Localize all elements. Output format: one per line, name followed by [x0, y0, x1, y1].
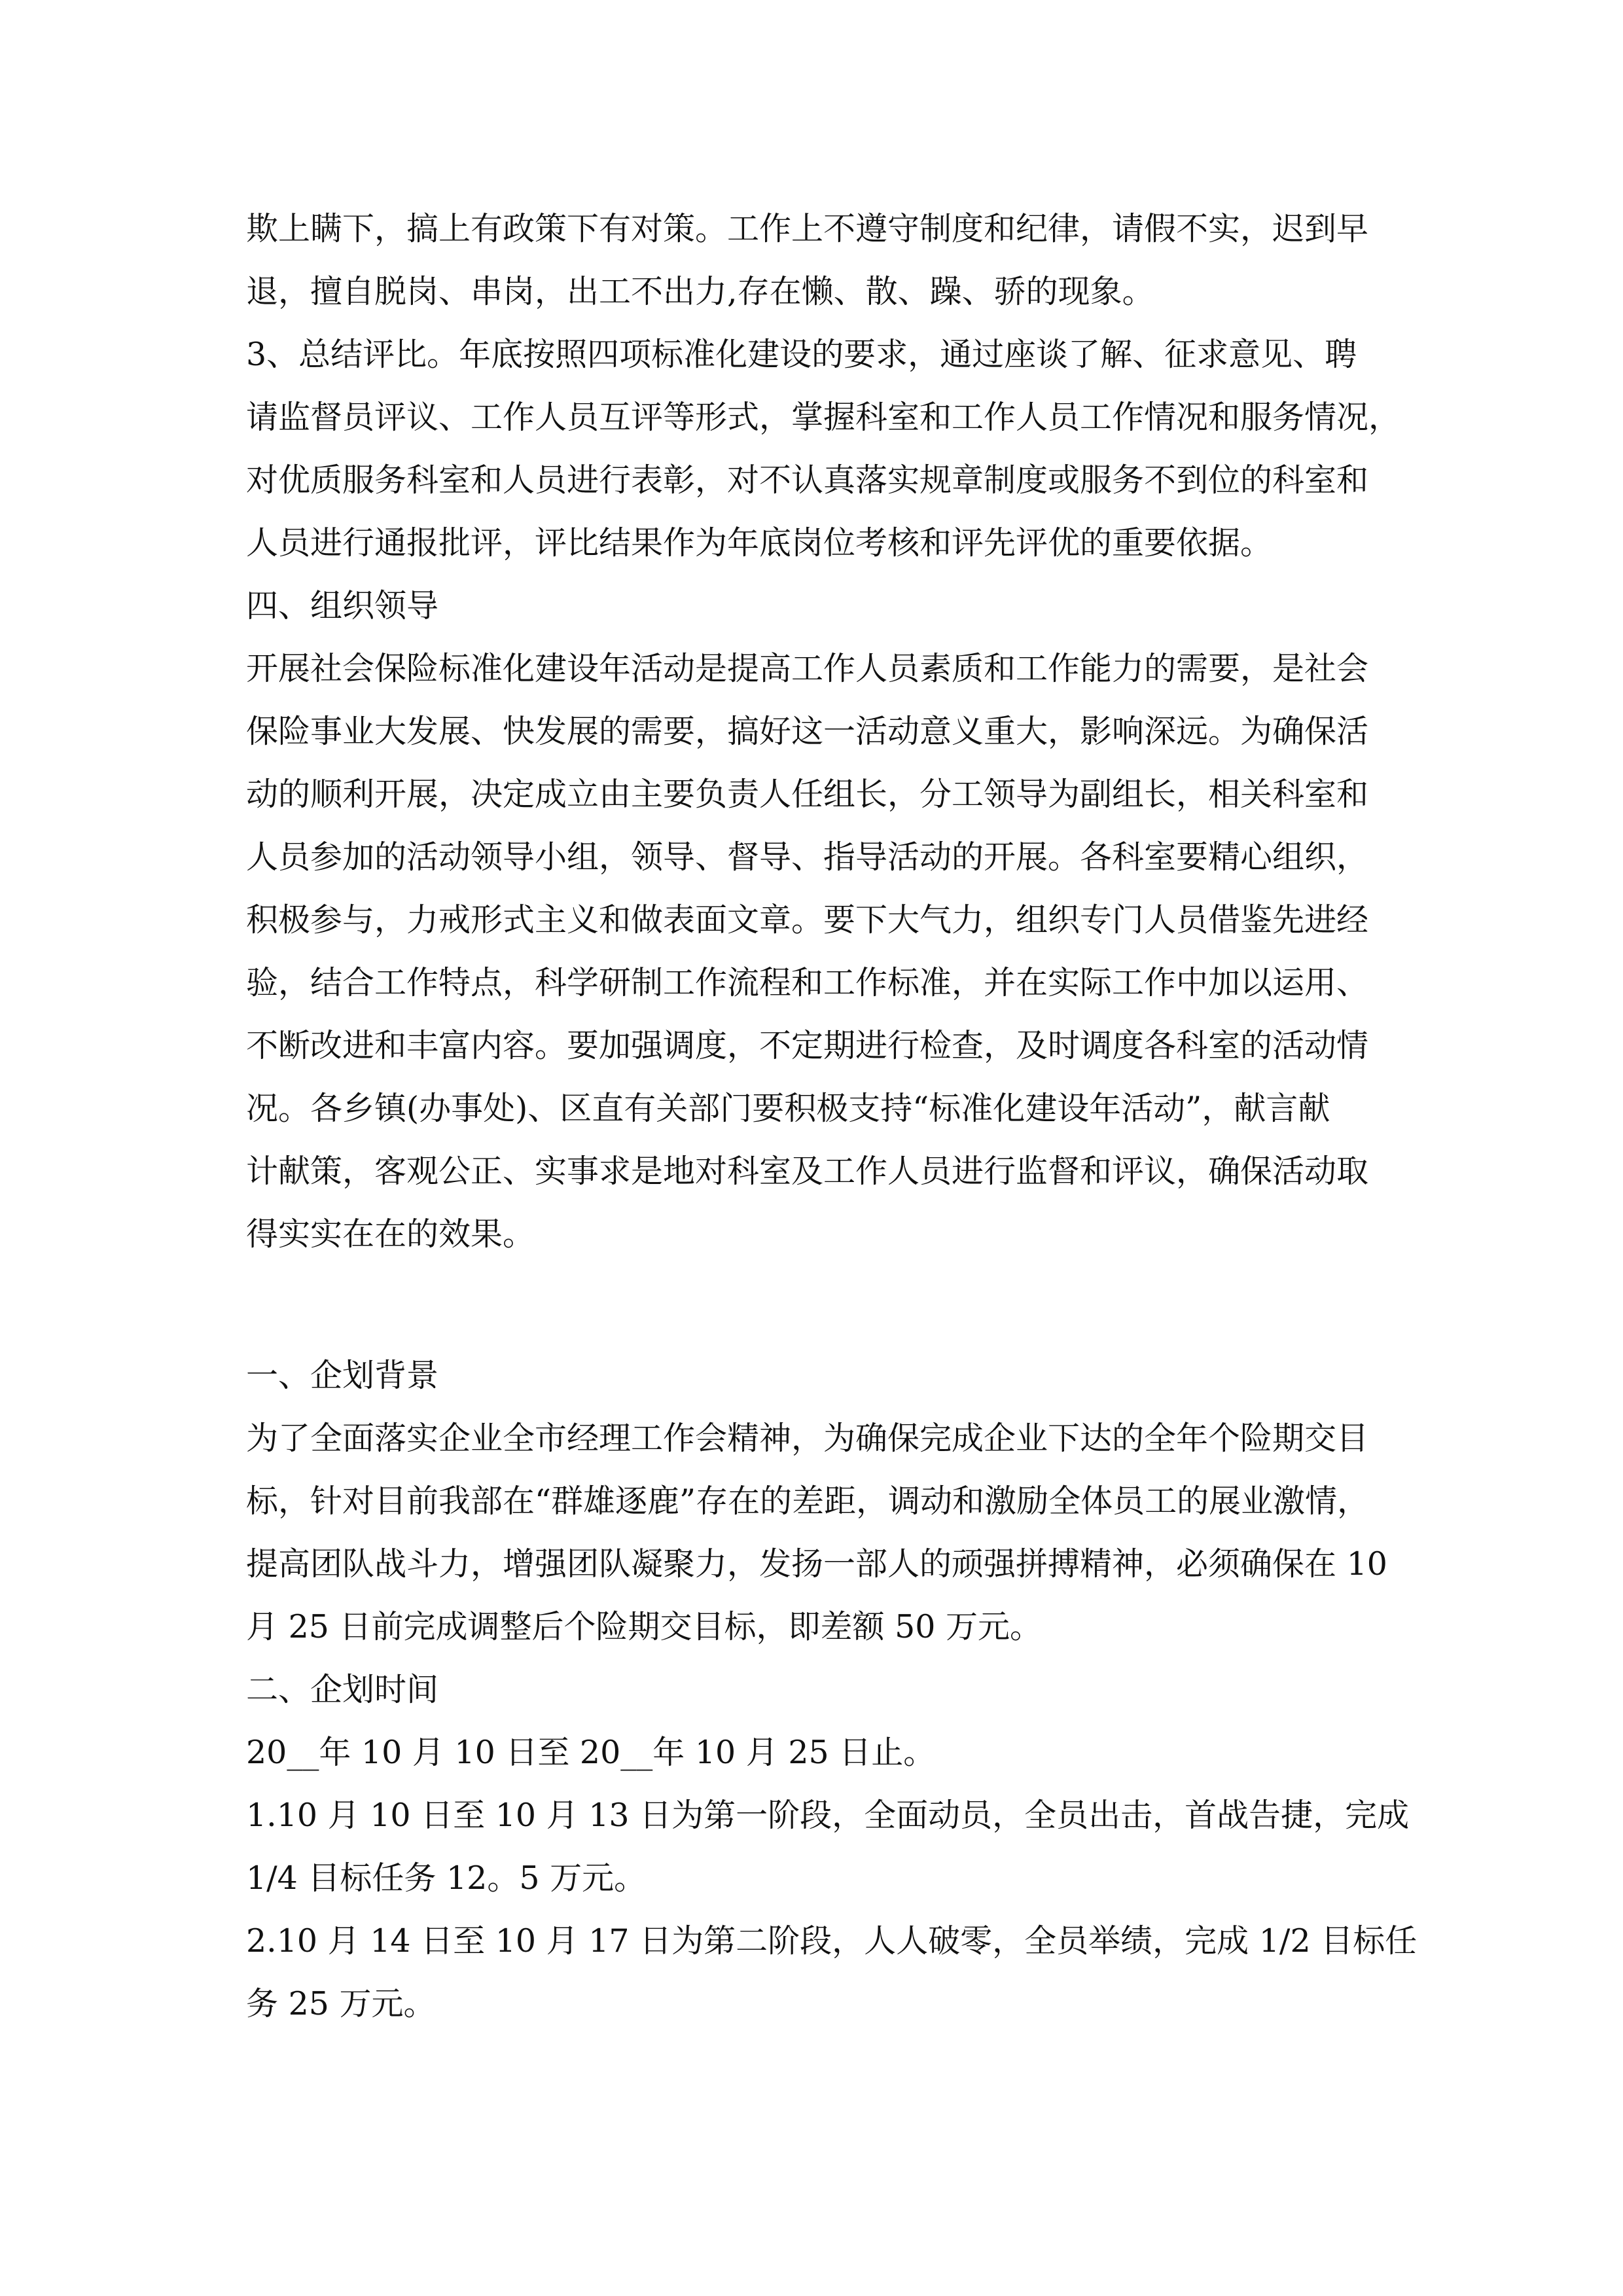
text-line: 标，针对目前我部在“群雄逐鹿”存在的差距，调动和激励全体员工的展业激情， — [246, 1482, 1370, 1520]
text-line: 1/4 目标任务 12。5 万元。 — [246, 1859, 647, 1897]
text-line: 得实实在在的效果。 — [246, 1215, 535, 1253]
text-line: 保险事业大发展、快发展的需要，搞好这一活动意义重大，影响深远。为确保活 — [246, 713, 1369, 750]
section-heading: 四、组织领导 — [246, 587, 439, 624]
text-line: 月 25 日前完成调整后个险期交目标，即差额 50 万元。 — [246, 1608, 1043, 1645]
text-line: 务 25 万元。 — [246, 1985, 436, 2022]
text-line: 计献策，客观公正、实事求是地对科室及工作人员进行监督和评议，确保活动取 — [246, 1153, 1369, 1190]
section-heading: 一、企划背景 — [246, 1357, 439, 1394]
text-line: 人员参加的活动领导小组，领导、督导、指导活动的开展。各科室要精心组织， — [246, 838, 1369, 876]
text-line: 欺上瞒下，搞上有政策下有对策。工作上不遵守制度和纪律，请假不实，迟到早 — [246, 210, 1369, 247]
text-line: 20__年 10 月 10 日至 20__年 10 月 25 日止。 — [246, 1734, 936, 1771]
text-line: 动的顺利开展，决定成立由主要负责人任组长，分工领导为副组长，相关科室和 — [246, 776, 1369, 813]
text-line: 1.10 月 10 日至 10 月 13 日为第一阶段，全面动员，全员出击，首战告捷，完成 — [246, 1797, 1410, 1834]
text-line: 对优质服务科室和人员进行表彰，对不认真落实规章制度或服务不到位的科室和 — [246, 461, 1369, 499]
text-line: 为了全面落实企业全市经理工作会精神，为确保完成企业下达的全年个险期交目 — [246, 1420, 1369, 1457]
text-line: 验，结合工作特点，科学研制工作流程和工作标准，并在实际工作中加以运用、 — [246, 964, 1369, 1001]
text-line: 况。各乡镇(办事处)、区直有关部门要积极支持“标准化建设年活动”，献言献 — [246, 1090, 1330, 1127]
text-line: 提高团队战斗力，增强团队凝聚力，发扬一部人的顽强拼搏精神，必须确保在 10 — [246, 1545, 1387, 1583]
text-line: 不断改进和丰富内容。要加强调度，不定期进行检查，及时调度各科室的活动情 — [246, 1027, 1369, 1064]
text-line: 2.10 月 14 日至 10 月 17 日为第二阶段，人人破零，全员举绩，完成 1/2 目标任 — [246, 1922, 1418, 1960]
text-line: 积极参与，力戒形式主义和做表面文章。要下大气力，组织专门人员借鉴先进经 — [246, 901, 1369, 939]
text-line: 退，擅自脱岗、串岗，出工不出力,存在懒、散、躁、骄的现象。 — [246, 273, 1154, 310]
text-line: 开展社会保险标准化建设年活动是提高工作人员素质和工作能力的需要，是社会 — [246, 650, 1369, 687]
text-line: 请监督员评议、工作人员互评等形式，掌握科室和工作人员工作情况和服务情况， — [246, 399, 1401, 436]
text-line: 3、总结评比。年底按照四项标准化建设的要求，通过座谈了解、征求意见、聘 — [246, 336, 1357, 373]
text-line: 人员进行通报批评，评比结果作为年底岗位考核和评先评优的重要依据。 — [246, 524, 1273, 562]
section-heading: 二、企划时间 — [246, 1671, 439, 1708]
